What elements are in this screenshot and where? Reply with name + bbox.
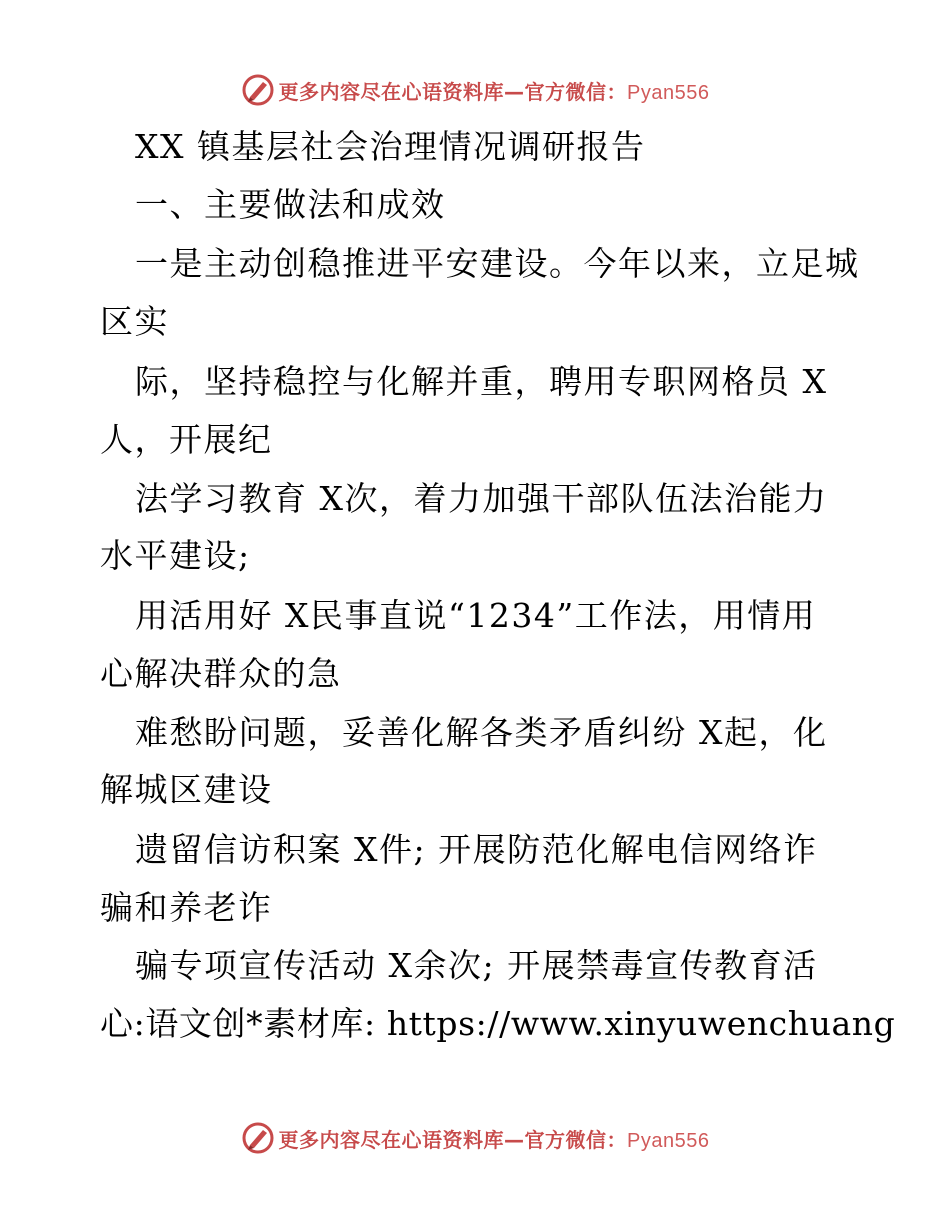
paragraph-line: 法学习教育 X次，着力加强干部队伍法治能力 xyxy=(135,479,828,518)
paragraph-line: 骗和养老诈 xyxy=(100,888,273,927)
pen-logo-icon xyxy=(241,73,275,107)
section-heading: 一、主要做法和成效 xyxy=(135,185,446,224)
paragraph-line: 水平建设; xyxy=(100,536,251,575)
paragraph-line: 难愁盼问题，妥善化解各类矛盾纠纷 X起，化 xyxy=(135,713,828,752)
paragraph-line: 人，开展纪 xyxy=(100,420,273,459)
paragraph-line: 解城区建设 xyxy=(100,770,273,809)
source-line: 心:语文创*素材库: https://www.xinyuwenchuang xyxy=(100,1004,896,1043)
pen-logo-icon xyxy=(241,1121,275,1155)
paragraph-line: 心解决群众的急 xyxy=(100,654,342,693)
header-watermark xyxy=(0,70,950,110)
document-title: XX 镇基层社会治理情况调研报告 xyxy=(135,127,646,166)
paragraph-line: 际，坚持稳控与化解并重，聘用专职网格员 X xyxy=(135,362,828,401)
footer-watermark xyxy=(0,1118,950,1158)
paragraph-line: 用活用好 X民事直说“1234”工作法，用情用 xyxy=(135,596,817,635)
paragraph-line: 骗专项宣传活动 X余次; 开展禁毒宣传教育活 xyxy=(135,946,818,985)
watermark-text: 更多内容尽在心语资料库—官方微信：Pyan556 xyxy=(278,79,710,104)
paragraph-line: 区实 xyxy=(100,302,169,341)
watermark-text: 更多内容尽在心语资料库—官方微信：Pyan556 xyxy=(278,1127,710,1152)
paragraph-line: 遗留信访积案 X件; 开展防范化解电信网络诈 xyxy=(135,830,818,869)
paragraph-line: 一是主动创稳推进平安建设。今年以来，立足城 xyxy=(135,244,860,283)
